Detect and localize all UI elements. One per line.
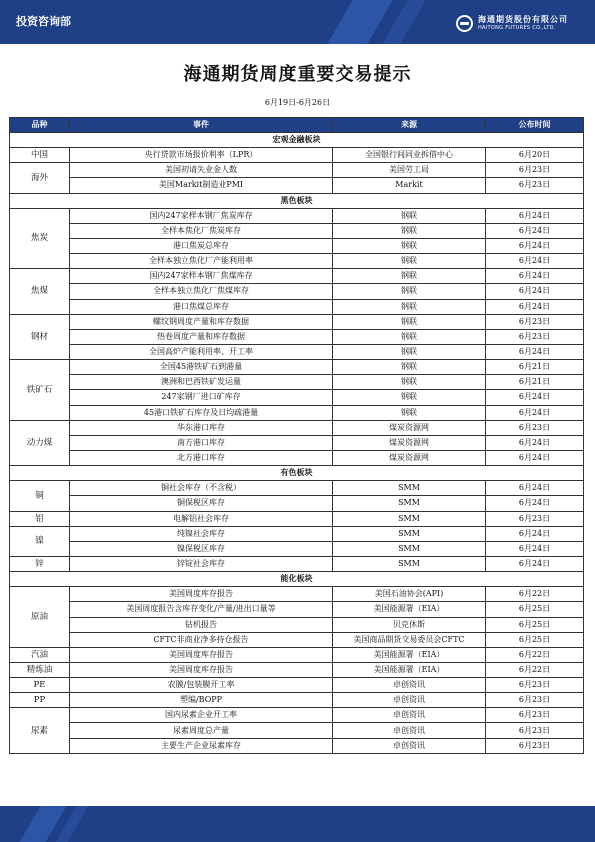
table-row xyxy=(10,254,584,269)
date-cell: 6月23日 xyxy=(486,708,584,723)
table-row xyxy=(10,693,584,708)
category-cell: 原油 xyxy=(10,587,70,648)
event-cell: 钻机报告 xyxy=(70,617,333,632)
date-cell: 6月23日 xyxy=(486,511,584,526)
date-cell: 6月23日 xyxy=(486,163,584,178)
date-range: 6月19日-6月26日 xyxy=(264,98,331,107)
date-cell: 6月25日 xyxy=(486,632,584,647)
source-cell: 钢联 xyxy=(333,405,486,420)
event-cell: 45港口铁矿石库存及日均疏港量 xyxy=(70,405,333,420)
source-cell: 美国商品期货交易委员会CFTC xyxy=(333,632,486,647)
table-row xyxy=(10,148,584,163)
source-cell: SMM xyxy=(333,541,486,556)
event-cell: 铜社会库存（不含税） xyxy=(70,481,333,496)
date-cell: 6月24日 xyxy=(486,556,584,571)
table-row xyxy=(10,405,584,420)
date-cell: 6月24日 xyxy=(486,526,584,541)
event-cell: 港口焦煤总库存 xyxy=(70,299,333,314)
logo-cn-text: 海通期货股份有限公司 xyxy=(478,14,568,24)
event-cell: 美国周度库存报告 xyxy=(70,647,333,662)
date-cell: 6月24日 xyxy=(486,496,584,511)
source-cell: Markit xyxy=(333,178,486,193)
event-cell: 螺纹钢周度产量和库存数据 xyxy=(70,314,333,329)
date-cell: 6月23日 xyxy=(486,420,584,435)
event-cell: 农膜/包装膜开工率 xyxy=(70,678,333,693)
event-cell: 电解铝社会库存 xyxy=(70,511,333,526)
source-cell: SMM xyxy=(333,526,486,541)
table-row xyxy=(10,375,584,390)
source-cell: SMM xyxy=(333,481,486,496)
event-cell: 尿素周度总产量 xyxy=(70,723,333,738)
date-cell: 6月24日 xyxy=(486,405,584,420)
table-row xyxy=(10,647,584,662)
table-row xyxy=(10,481,584,496)
event-cell: 纯镍社会库存 xyxy=(70,526,333,541)
event-cell: 镍保税区库存 xyxy=(70,541,333,556)
column-header-date: 公布时间 xyxy=(486,118,584,133)
section-row xyxy=(10,466,584,481)
source-cell: 卓创资讯 xyxy=(333,678,486,693)
category-cell: 焦炭 xyxy=(10,208,70,269)
event-cell: 塑编/BOPP xyxy=(70,693,333,708)
date-cell: 6月24日 xyxy=(486,390,584,405)
table-row xyxy=(10,223,584,238)
logo-en-text: HAITONG FUTURES CO.,LTD. xyxy=(478,24,556,31)
event-cell: 铜保税区库存 xyxy=(70,496,333,511)
source-cell: 钢联 xyxy=(333,314,486,329)
category-cell: 焦煤 xyxy=(10,269,70,314)
event-cell: 央行贷款市场报价利率（LPR） xyxy=(70,148,333,163)
table-row xyxy=(10,314,584,329)
category-cell: 铁矿石 xyxy=(10,360,70,421)
table-header-row xyxy=(10,118,584,133)
event-cell: 北方港口库存 xyxy=(70,450,333,465)
source-cell: 钢联 xyxy=(333,344,486,359)
event-cell: 国内尿素企业开工率 xyxy=(70,708,333,723)
event-cell: 全样本独立焦化厂产能利用率 xyxy=(70,254,333,269)
event-cell: 全国45港铁矿石到港量 xyxy=(70,360,333,375)
table-row xyxy=(10,420,584,435)
date-cell: 6月23日 xyxy=(486,314,584,329)
header-band xyxy=(0,0,595,44)
category-cell: PE xyxy=(10,678,70,693)
date-cell: 6月24日 xyxy=(486,435,584,450)
date-cell: 6月22日 xyxy=(486,587,584,602)
category-cell: 镍 xyxy=(10,526,70,556)
table-row xyxy=(10,163,584,178)
source-cell: SMM xyxy=(333,496,486,511)
event-cell: 美国周度库存报告 xyxy=(70,662,333,677)
date-cell: 6月24日 xyxy=(486,269,584,284)
table-row xyxy=(10,511,584,526)
source-cell: 钢联 xyxy=(333,254,486,269)
source-cell: 贝克休斯 xyxy=(333,617,486,632)
table-row xyxy=(10,360,584,375)
category-cell: 铝 xyxy=(10,511,70,526)
date-cell: 6月24日 xyxy=(486,344,584,359)
date-cell: 6月22日 xyxy=(486,647,584,662)
department-label: 投资咨询部 xyxy=(16,15,71,28)
event-cell: 国内247家样本钢厂焦煤库存 xyxy=(70,269,333,284)
source-cell: 钢联 xyxy=(333,375,486,390)
source-cell: 钢联 xyxy=(333,284,486,299)
date-cell: 6月24日 xyxy=(486,254,584,269)
section-title: 有色板块 xyxy=(10,466,584,481)
date-cell: 6月24日 xyxy=(486,223,584,238)
table-row xyxy=(10,496,584,511)
source-cell: SMM xyxy=(333,511,486,526)
category-cell: PP xyxy=(10,693,70,708)
category-cell: 锌 xyxy=(10,556,70,571)
event-cell: CFTC非商业净多持仓报告 xyxy=(70,632,333,647)
table-row xyxy=(10,526,584,541)
source-cell: 美国能源署（EIA） xyxy=(333,662,486,677)
category-cell: 汽油 xyxy=(10,647,70,662)
source-cell: 钢联 xyxy=(333,269,486,284)
source-cell: 美国石油协会(API) xyxy=(333,587,486,602)
event-cell: 全样本焦化厂焦炭库存 xyxy=(70,223,333,238)
date-cell: 6月24日 xyxy=(486,208,584,223)
source-cell: 钢联 xyxy=(333,390,486,405)
source-cell: 钢联 xyxy=(333,360,486,375)
source-cell: 美国能源署（EIA） xyxy=(333,602,486,617)
event-cell: 南方港口库存 xyxy=(70,435,333,450)
section-row xyxy=(10,572,584,587)
date-cell: 6月22日 xyxy=(486,662,584,677)
source-cell: 煤炭资源网 xyxy=(333,435,486,450)
source-cell: 钢联 xyxy=(333,208,486,223)
date-cell: 6月21日 xyxy=(486,375,584,390)
source-cell: 卓创资讯 xyxy=(333,708,486,723)
section-title: 黑色板块 xyxy=(10,193,584,208)
column-header-event: 事件 xyxy=(70,118,333,133)
category-cell: 动力煤 xyxy=(10,420,70,465)
section-title: 宏观金融板块 xyxy=(10,133,584,148)
table-row xyxy=(10,450,584,465)
table-row xyxy=(10,678,584,693)
footer-band xyxy=(0,806,595,842)
source-cell: 钢联 xyxy=(333,238,486,253)
table-row xyxy=(10,269,584,284)
category-cell: 铜 xyxy=(10,481,70,511)
date-cell: 6月24日 xyxy=(486,284,584,299)
date-cell: 6月23日 xyxy=(486,738,584,753)
event-cell: 澳洲和巴西铁矿发运量 xyxy=(70,375,333,390)
column-header-category: 品种 xyxy=(10,118,70,133)
source-cell: 钢联 xyxy=(333,329,486,344)
company-logo xyxy=(456,11,568,35)
event-cell: 全样本独立焦化厂焦煤库存 xyxy=(70,284,333,299)
date-cell: 6月23日 xyxy=(486,693,584,708)
event-cell: 247家钢厂进口矿库存 xyxy=(70,390,333,405)
date-cell: 6月23日 xyxy=(486,678,584,693)
table-row xyxy=(10,390,584,405)
event-cell: 美国Markit制造业PMI xyxy=(70,178,333,193)
source-cell: 卓创资讯 xyxy=(333,693,486,708)
table-row xyxy=(10,435,584,450)
table-row xyxy=(10,602,584,617)
event-cell: 国内247家样本钢厂焦炭库存 xyxy=(70,208,333,223)
table-row xyxy=(10,708,584,723)
event-cell: 锌锭社会库存 xyxy=(70,556,333,571)
date-cell: 6月24日 xyxy=(486,299,584,314)
table-row xyxy=(10,662,584,677)
events-table xyxy=(9,117,584,754)
source-cell: SMM xyxy=(333,556,486,571)
date-cell: 6月21日 xyxy=(486,360,584,375)
date-cell: 6月24日 xyxy=(486,541,584,556)
date-cell: 6月25日 xyxy=(486,617,584,632)
event-cell: 华东港口库存 xyxy=(70,420,333,435)
source-cell: 全国银行间同业拆借中心 xyxy=(333,148,486,163)
date-cell: 6月20日 xyxy=(486,148,584,163)
source-cell: 煤炭资源网 xyxy=(333,420,486,435)
event-cell: 全国高炉产能利用率、开工率 xyxy=(70,344,333,359)
date-cell: 6月23日 xyxy=(486,723,584,738)
table-row xyxy=(10,284,584,299)
table-row xyxy=(10,208,584,223)
table-row xyxy=(10,344,584,359)
section-title: 能化板块 xyxy=(10,572,584,587)
category-cell: 尿素 xyxy=(10,708,70,753)
table-row xyxy=(10,738,584,753)
page-title: 海通期货周度重要交易提示 xyxy=(183,64,412,85)
source-cell: 卓创资讯 xyxy=(333,738,486,753)
table-row xyxy=(10,329,584,344)
date-cell: 6月24日 xyxy=(486,481,584,496)
table-row xyxy=(10,723,584,738)
date-cell: 6月23日 xyxy=(486,178,584,193)
header-stripe xyxy=(327,0,392,44)
table-row xyxy=(10,632,584,647)
category-cell: 海外 xyxy=(10,163,70,193)
category-cell: 中国 xyxy=(10,148,70,163)
source-cell: 卓创资讯 xyxy=(333,723,486,738)
event-cell: 美国周度库存报告 xyxy=(70,587,333,602)
table-row xyxy=(10,299,584,314)
event-cell: 美国周度报告含库存变化/产量/进出口量等 xyxy=(70,602,333,617)
source-cell: 钢联 xyxy=(333,223,486,238)
table-row xyxy=(10,238,584,253)
source-cell: 美国劳工局 xyxy=(333,163,486,178)
date-cell: 6月25日 xyxy=(486,602,584,617)
source-cell: 钢联 xyxy=(333,299,486,314)
source-cell: 美国能源署（EIA） xyxy=(333,647,486,662)
table-body xyxy=(10,133,584,754)
date-cell: 6月24日 xyxy=(486,238,584,253)
table-row xyxy=(10,541,584,556)
section-row xyxy=(10,133,584,148)
table-row xyxy=(10,178,584,193)
date-cell: 6月23日 xyxy=(486,329,584,344)
column-header-source: 来源 xyxy=(333,118,486,133)
event-cell: 港口焦炭总库存 xyxy=(70,238,333,253)
source-cell: 煤炭资源网 xyxy=(333,450,486,465)
company-logo-icon xyxy=(456,15,473,32)
section-row xyxy=(10,193,584,208)
event-cell: 热卷周度产量和库存数据 xyxy=(70,329,333,344)
date-cell: 6月24日 xyxy=(486,450,584,465)
category-cell: 精炼油 xyxy=(10,662,70,677)
table-row xyxy=(10,556,584,571)
event-cell: 主要生产企业尿素库存 xyxy=(70,738,333,753)
table-row xyxy=(10,587,584,602)
table-row xyxy=(10,617,584,632)
event-cell: 美国初请失业金人数 xyxy=(70,163,333,178)
category-cell: 钢材 xyxy=(10,314,70,359)
